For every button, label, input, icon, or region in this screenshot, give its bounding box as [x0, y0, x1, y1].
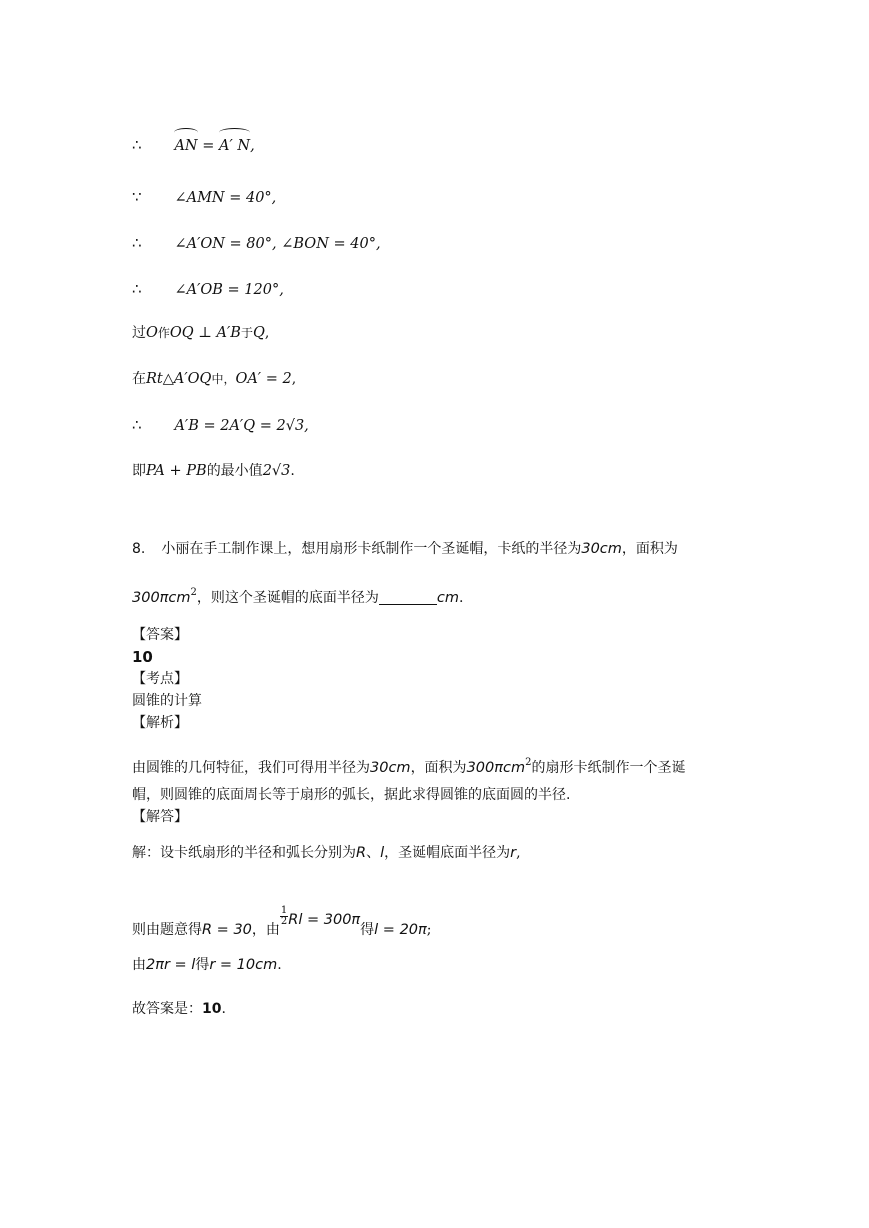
- step-expression: ∠A′OB = 120°,: [174, 282, 284, 298]
- jiexi-label: 【解析】: [132, 715, 188, 731]
- step-line: [132, 134, 255, 157]
- step-expression: ∠AMN = 40°,: [174, 190, 277, 206]
- step-expression: A′B = 2A′Q = 2√3,: [174, 418, 309, 434]
- jiexi-line-2: 帽，则圆锥的底面周长等于扇形的弧长，据此求得圆锥的底面圆的半径.: [132, 787, 571, 803]
- therefore-symbol: ∴: [132, 136, 142, 154]
- step-line: [132, 278, 284, 301]
- jiexi-line-1: 由圆锥的几何特征，我们可得用半径为30cm，面积为300πcm$^2$的扇形卡纸制作一个圣诞: [132, 757, 686, 776]
- therefore-symbol: ∴: [132, 280, 142, 298]
- answer-blank: [379, 589, 437, 605]
- kaodian-label: 【考点】: [132, 671, 188, 687]
- arc-a-prime-n: A′ N: [219, 135, 250, 157]
- because-symbol: ∵: [132, 188, 142, 206]
- question-line-2: 300πcm$^2$，则这个圣诞帽的底面半径为 cm.: [132, 587, 464, 606]
- final-answer-line: 故答案是：10.: [132, 1001, 226, 1017]
- equation-line-2: 由2πr = l得r = 10cm.: [132, 957, 282, 973]
- question-line-1: 8. 小丽在手工制作课上，想用扇形卡纸制作一个圣诞帽，卡纸的半径为30cm，面积为: [132, 541, 678, 557]
- jieda-line-1: 解：设卡纸扇形的半径和弧长分别为R、l，圣诞帽底面半径为r,: [132, 845, 521, 861]
- kaodian-text: 圆锥的计算: [132, 693, 202, 709]
- construction-line: 过O作OQ ⊥ A′B于Q,: [132, 325, 270, 341]
- therefore-symbol: ∴: [132, 416, 142, 434]
- right-triangle-line: 在Rt△A′OQ中，OA′ = 2,: [132, 371, 297, 387]
- answer-label: 【答案】: [132, 627, 188, 643]
- therefore-symbol: ∴: [132, 234, 142, 252]
- equation-line-1: 则由题意得R = 30，由 $\frac{1}{2}$ Rl = 300π得l = 20π;: [132, 905, 432, 938]
- question-number: 8.: [132, 541, 146, 557]
- step-line: [132, 186, 276, 209]
- step-line: [132, 414, 309, 437]
- jieda-label: 【解答】: [132, 809, 188, 825]
- step-expression: ∠A′ON = 80°, ∠BON = 40°,: [174, 236, 381, 252]
- step-line: [132, 232, 381, 255]
- arc-an: AN: [174, 135, 197, 157]
- arc-equation: AN = A′ N,: [174, 138, 254, 154]
- fraction-one-half: $\frac{1}{2}$: [280, 905, 288, 927]
- answer-value: 10: [132, 648, 153, 666]
- minimum-value-line: 即PA + PB的最小值2√3.: [132, 463, 295, 479]
